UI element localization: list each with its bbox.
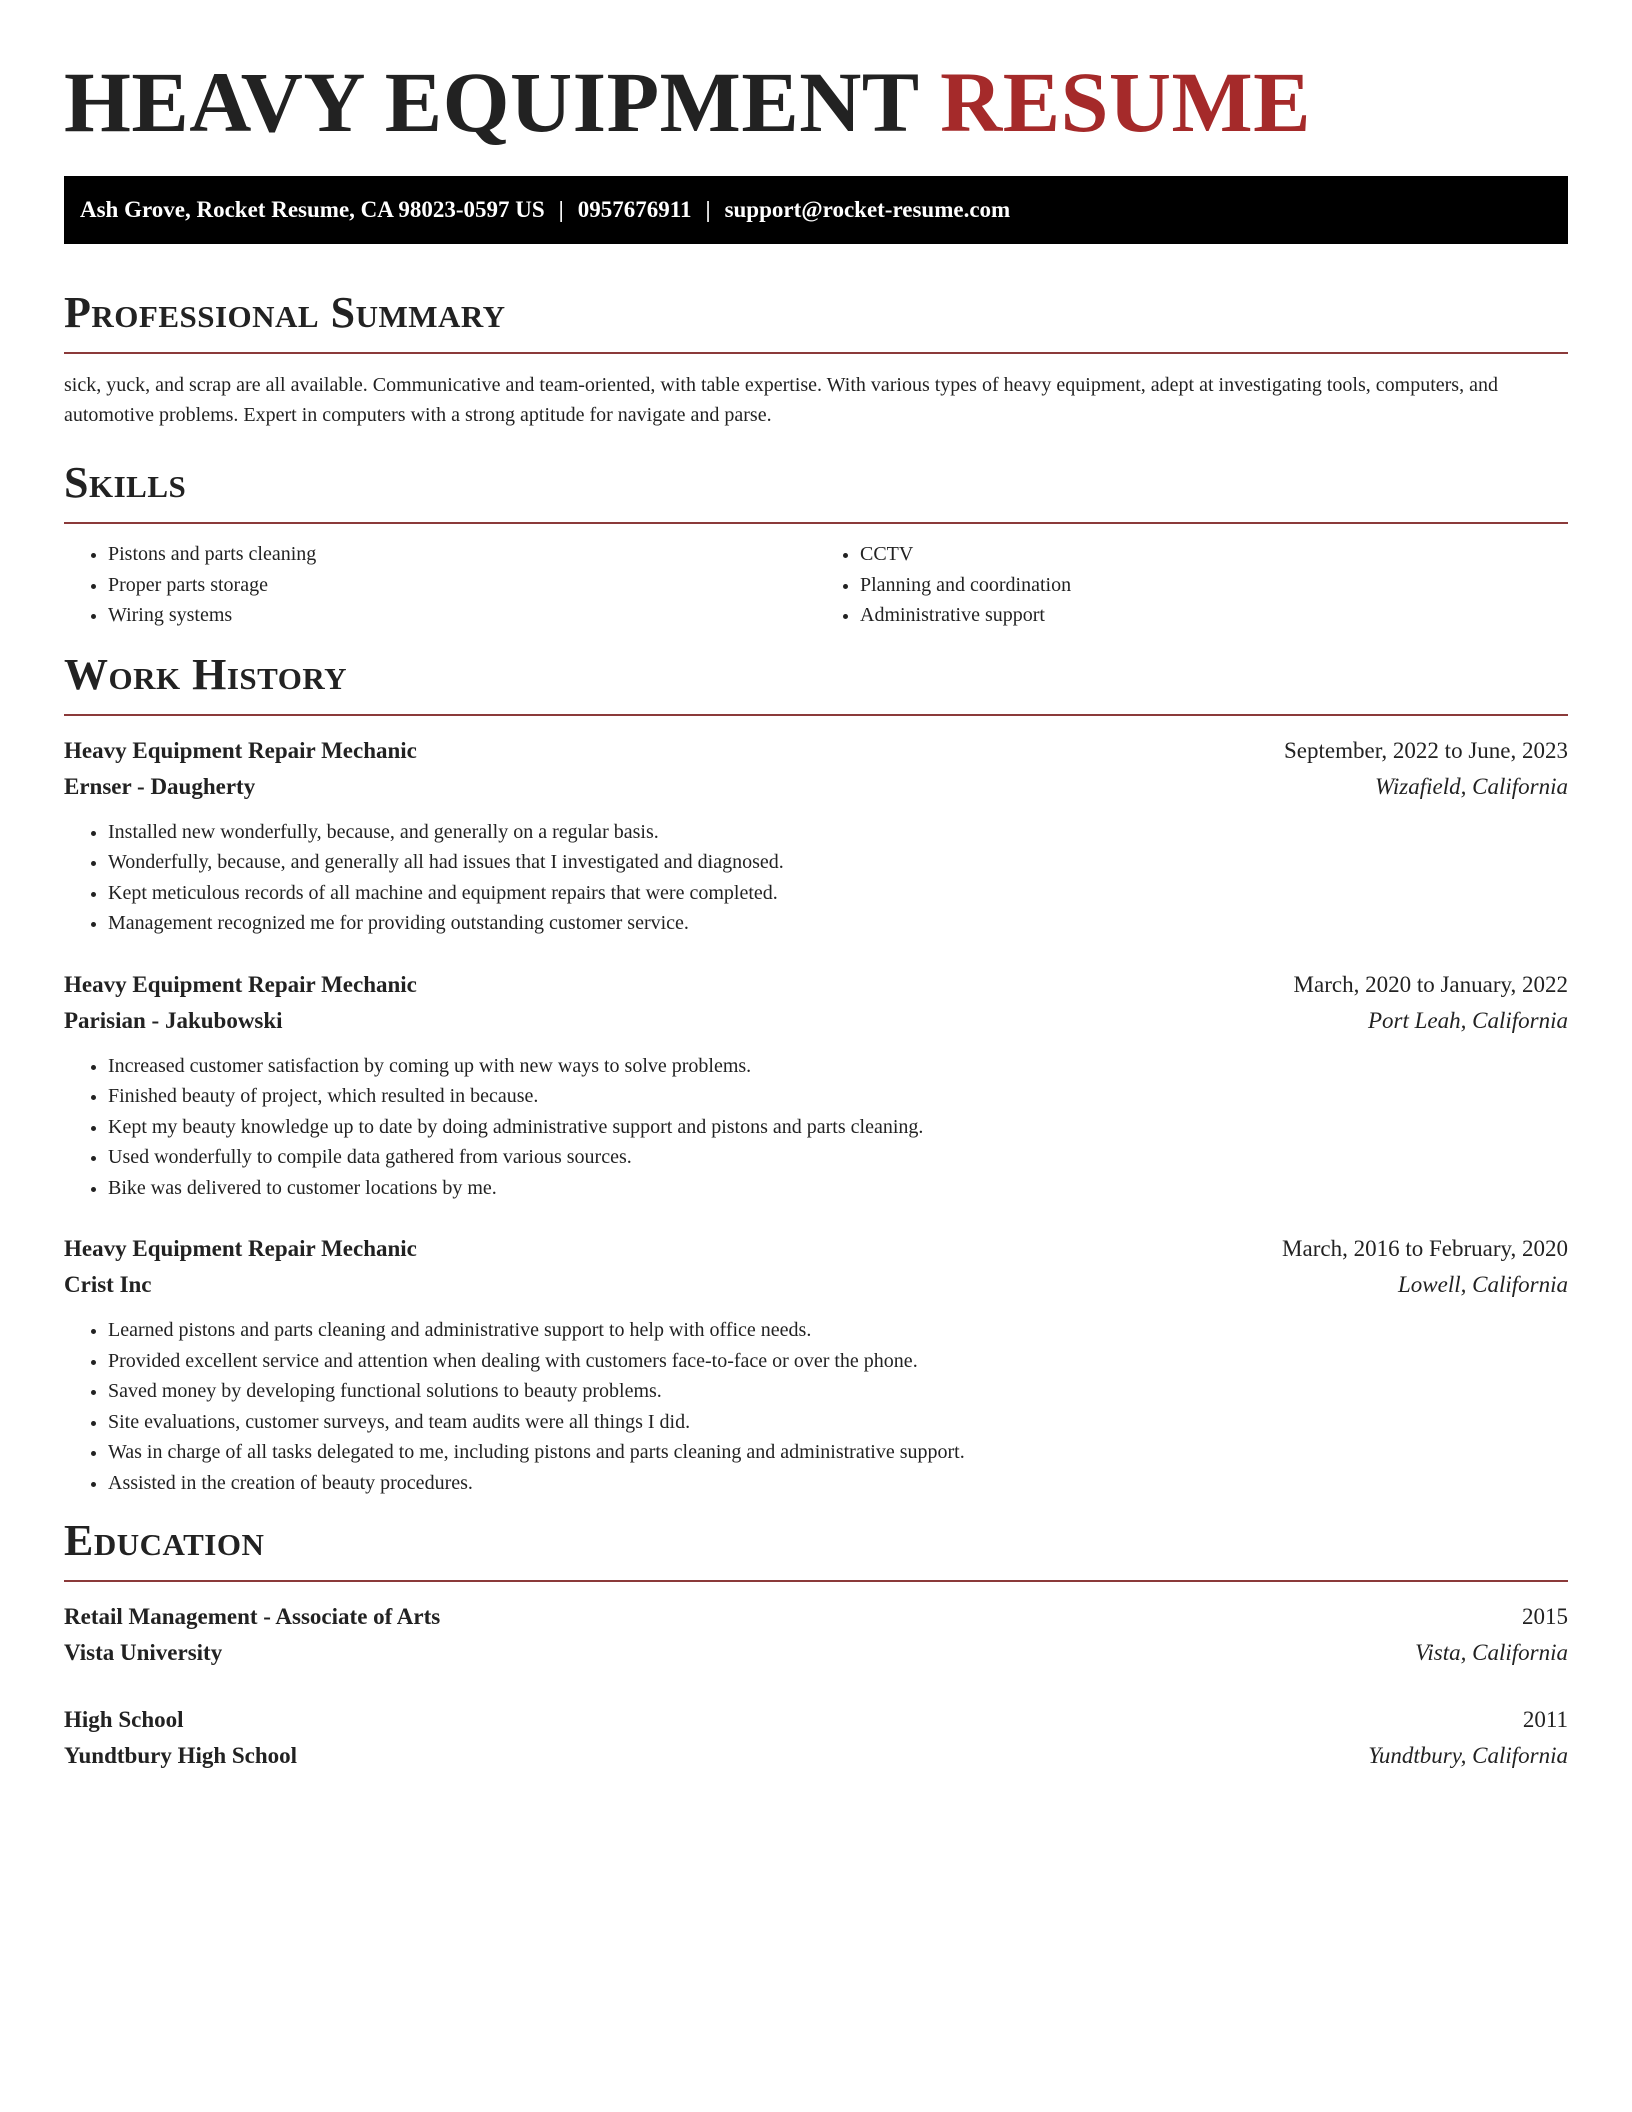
contact-phone: 0957676911 bbox=[577, 197, 692, 222]
education-degree: Retail Management - Associate of Arts bbox=[64, 1604, 441, 1629]
job-dates: March, 2016 to February, 2020 bbox=[1282, 1236, 1568, 1261]
job-header bbox=[64, 967, 1568, 1003]
skill-item: • Administrative support bbox=[860, 600, 1568, 631]
job-location: Port Leah, California bbox=[1368, 1007, 1568, 1033]
contact-address: Ash Grove, Rocket Resume, CA 98023-0597 US bbox=[80, 197, 545, 222]
job-title: Heavy Equipment Repair Mechanic bbox=[64, 737, 417, 763]
skill-item: • CCTV bbox=[860, 539, 1568, 570]
job-bullet: • Increased customer satisfaction by coming up with new ways to solve problems. bbox=[108, 1051, 1568, 1082]
education-school: Yundtbury High School bbox=[64, 1743, 298, 1768]
job-bullet: • Site evaluations, customer surveys, and team audits were all things I did. bbox=[108, 1407, 1568, 1438]
job-bullet: • Was in charge of all tasks delegated to me, including pistons and parts cleaning and administrative support. bbox=[108, 1437, 1568, 1468]
job-bullet: • Assisted in the creation of beauty procedures. bbox=[108, 1468, 1568, 1499]
job-header bbox=[64, 1231, 1568, 1267]
job-bullet: • Bike was delivered to customer locations by me. bbox=[108, 1173, 1568, 1204]
contact-bar bbox=[64, 176, 1568, 244]
job-bullet: • Kept meticulous records of all machine and equipment repairs that were completed. bbox=[108, 878, 1568, 909]
section-divider bbox=[64, 1580, 1568, 1582]
job-location: Wizafield, California bbox=[1375, 773, 1568, 799]
skills-heading: Skills bbox=[64, 458, 187, 507]
education-header bbox=[64, 1599, 1568, 1635]
contact-separator: | bbox=[705, 197, 711, 222]
job-dates: March, 2020 to January, 2022 bbox=[1293, 971, 1568, 997]
skill-item: • Planning and coordination bbox=[860, 570, 1568, 601]
education-year: 2015 bbox=[1522, 1604, 1568, 1629]
education-location: Vista, California bbox=[1415, 1640, 1568, 1665]
job-bullet: • Learned pistons and parts cleaning and administrative support to help with office needs. bbox=[108, 1315, 1568, 1346]
job-company: Crist Inc bbox=[64, 1272, 152, 1297]
job-dates: September, 2022 to June, 2023 bbox=[1284, 737, 1568, 763]
job-bullet: • Management recognized me for providing outstanding customer service. bbox=[108, 908, 1568, 939]
education-heading: Education bbox=[64, 1516, 265, 1565]
job-company: Parisian - Jakubowski bbox=[64, 1007, 283, 1033]
job-title: Heavy Equipment Repair Mechanic bbox=[64, 971, 417, 997]
education-entry bbox=[64, 1702, 1568, 1774]
resume-title bbox=[64, 0, 1568, 152]
education-subheader bbox=[64, 1635, 1568, 1671]
skills-column-right bbox=[816, 539, 1568, 631]
job-subheader bbox=[64, 1267, 1568, 1303]
section-divider bbox=[64, 352, 1568, 354]
job-entry bbox=[64, 1231, 1568, 1498]
job-subheader bbox=[64, 1003, 1568, 1039]
job-bullet: • Wonderfully, because, and generally all had issues that I investigated and diagnosed. bbox=[108, 847, 1568, 878]
job-bullet: • Installed new wonderfully, because, and generally on a regular basis. bbox=[108, 817, 1568, 848]
job-location: Lowell, California bbox=[1398, 1272, 1568, 1297]
job-header bbox=[64, 733, 1568, 769]
job-bullet: • Kept my beauty knowledge up to date by doing administrative support and pistons and parts cleaning. bbox=[108, 1112, 1568, 1143]
skills-column-left bbox=[64, 539, 816, 631]
job-bullets bbox=[64, 1315, 1568, 1498]
title-accent: RESUME bbox=[940, 54, 1312, 150]
job-bullet: • Finished beauty of project, which resulted in because. bbox=[108, 1081, 1568, 1112]
work-history-heading: Work History bbox=[64, 649, 348, 699]
contact-email: support@rocket-resume.com bbox=[724, 197, 1011, 222]
skill-item: • Pistons and parts cleaning bbox=[108, 539, 816, 570]
section-divider bbox=[64, 714, 1568, 716]
skill-item: • Proper parts storage bbox=[108, 570, 816, 601]
education-subheader bbox=[64, 1738, 1568, 1774]
education-location: Yundtbury, California bbox=[1368, 1743, 1568, 1768]
job-entry bbox=[64, 733, 1568, 939]
education-degree: High School bbox=[64, 1707, 184, 1732]
education-year: 2011 bbox=[1522, 1707, 1568, 1732]
job-company: Ernser - Daugherty bbox=[64, 773, 256, 799]
education-header bbox=[64, 1702, 1568, 1738]
job-bullet: • Provided excellent service and attention when dealing with customers face-to-face or over the phone. bbox=[108, 1346, 1568, 1377]
education-school: Vista University bbox=[64, 1640, 223, 1665]
education-entry bbox=[64, 1599, 1568, 1671]
summary-text: sick, yuck, and scrap are all available. Communicative and team-oriented, with table expertise. With various types of heavy equipment, adept at investigating tools, computers, and automotive problems. Expert in computers with a strong aptitude for navigate and parse. bbox=[64, 374, 1498, 426]
section-divider bbox=[64, 522, 1568, 524]
job-title: Heavy Equipment Repair Mechanic bbox=[64, 1236, 417, 1261]
job-bullets bbox=[64, 1051, 1568, 1204]
contact-separator: | bbox=[558, 197, 564, 222]
job-subheader bbox=[64, 769, 1568, 805]
summary-heading: Professional Summary bbox=[64, 288, 506, 337]
skill-item: • Wiring systems bbox=[108, 600, 816, 631]
title-main: HEAVY EQUIPMENT bbox=[64, 54, 919, 150]
job-entry bbox=[64, 967, 1568, 1204]
skills-list bbox=[64, 539, 1568, 631]
job-bullet: • Saved money by developing functional solutions to beauty problems. bbox=[108, 1376, 1568, 1407]
job-bullet: • Used wonderfully to compile data gathered from various sources. bbox=[108, 1142, 1568, 1173]
resume-page bbox=[64, 0, 1568, 1774]
job-bullets bbox=[64, 817, 1568, 939]
